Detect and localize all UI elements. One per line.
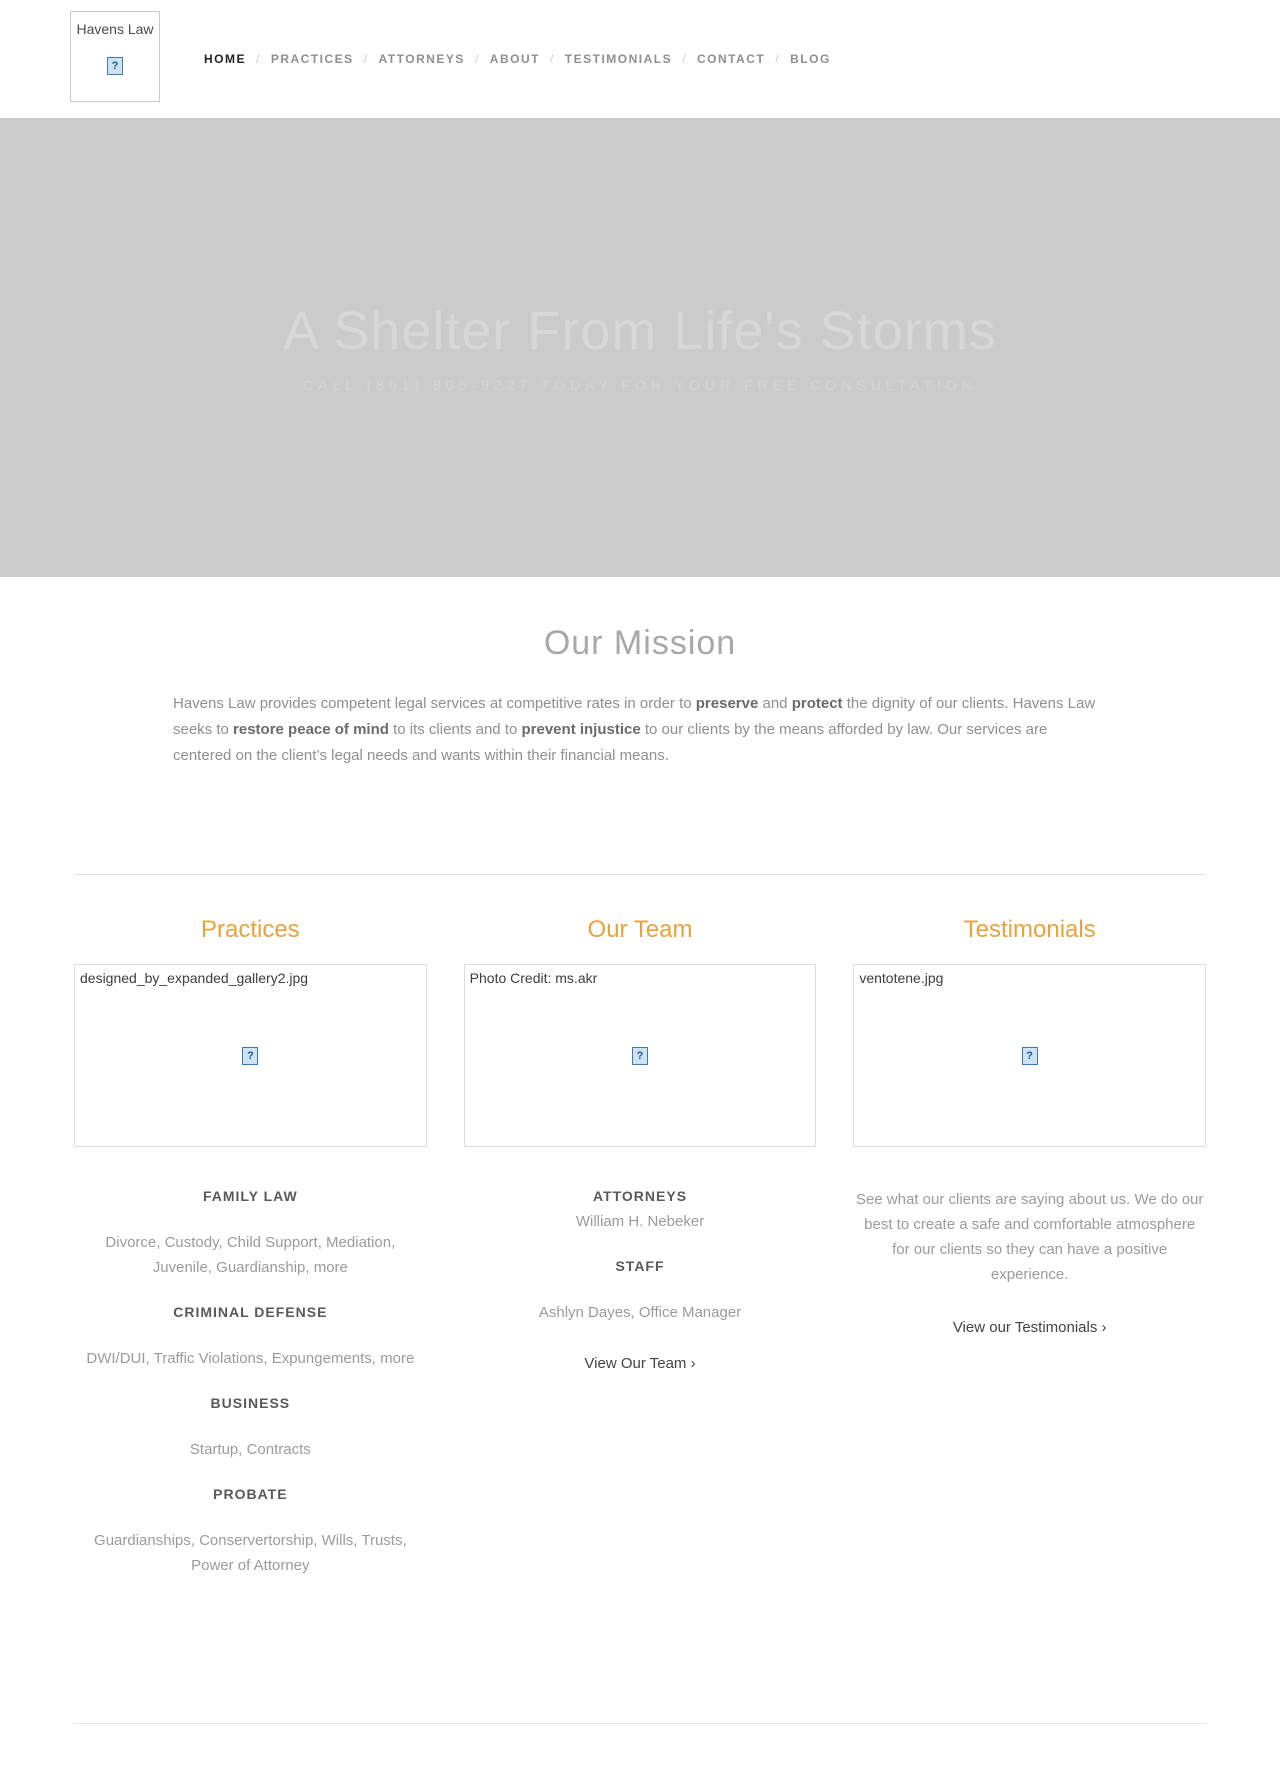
mission-paragraph: Havens Law provides competent legal services at competitive rates in order to preserve and protect the dignity of our clients. Havens Law seeks to restore peace of mind to its clients and to prevent injustice to our clients by the means afforded by law. Our services are centered on the client’s legal needs and wants within their financial means. [173, 695, 1096, 764]
practice-heading-family-law: FAMILY LAW [202, 1188, 298, 1204]
broken-image-icon: ? [1022, 1047, 1038, 1065]
team-attorney-name: William H. Nebeker [575, 1213, 705, 1230]
hero-subtitle: CALL (801) 805-9227 TODAY FOR YOUR FREE CONSULTATION [303, 377, 977, 394]
footer-spacer [0, 1724, 1280, 1791]
broken-image-icon: ? [107, 57, 123, 75]
broken-image-icon: ? [632, 1047, 648, 1065]
view-testimonials-link[interactable]: View our Testimonials › [952, 1319, 1107, 1336]
nav-testimonials[interactable]: TESTIMONIALS [564, 52, 673, 66]
nav-separator: / [363, 52, 369, 66]
nav-blog[interactable]: BLOG [790, 52, 831, 66]
nav-separator: / [682, 52, 687, 66]
practice-heading-probate: PROBATE [213, 1486, 288, 1502]
broken-image-icon: ? [242, 1047, 258, 1065]
practice-heading-criminal-defense: CRIMINAL DEFENSE [173, 1304, 328, 1320]
testimonials-image [853, 964, 1206, 1147]
logo-text: Havens Law [76, 21, 154, 37]
nav-about[interactable]: ABOUT [489, 52, 540, 66]
practice-desc-business: Startup, Contracts [189, 1441, 311, 1458]
team-column [464, 915, 817, 1601]
practice-desc-probate: Guardianships, Conservertorship, Wills, Trusts, Power of Attorney [94, 1532, 407, 1574]
image-alt-text: designed_by_expanded_gallery2.jpg [80, 970, 309, 986]
team-title: Our Team [587, 916, 693, 943]
nav-contact[interactable]: CONTACT [696, 52, 766, 66]
nav-attorneys[interactable]: ATTORNEYS [378, 52, 465, 66]
nav-practices[interactable]: PRACTICES [270, 52, 354, 66]
site-header [0, 0, 1280, 118]
nav-separator: / [474, 52, 480, 66]
practice-heading-business: BUSINESS [210, 1395, 291, 1411]
nav-home[interactable]: HOME [204, 52, 246, 66]
practice-desc-criminal-defense: DWI/DUI, Traffic Violations, Expungements, more [86, 1350, 415, 1367]
practice-desc-family-law: Divorce, Custody, Child Support, Mediation, Juvenile, Guardianship, more [105, 1234, 396, 1276]
image-alt-text: ventotene.jpg [859, 970, 944, 986]
main-nav [204, 0, 831, 118]
hero-banner [0, 118, 1280, 577]
team-image [464, 964, 817, 1147]
nav-separator: / [549, 52, 555, 66]
nav-separator: / [256, 52, 261, 66]
mission-title: Our Mission [543, 624, 737, 662]
nav-separator: / [775, 52, 781, 66]
team-heading-staff: STAFF [615, 1258, 665, 1274]
testimonials-column [853, 915, 1206, 1601]
logo[interactable] [70, 11, 160, 102]
mission-section [0, 577, 1280, 874]
testimonials-paragraph: See what our clients are saying about us. We do our best to create a safe and comfortable atmosphere for our clients so they can have a positive experience. [855, 1191, 1204, 1283]
image-alt-text: Photo Credit: ms.akr [469, 970, 598, 986]
practices-column [74, 915, 427, 1601]
practices-title: Practices [200, 916, 300, 943]
team-staff-name: Ashlyn Dayes, Office Manager [538, 1304, 742, 1321]
practices-image [74, 964, 427, 1147]
columns-section [0, 874, 1280, 1723]
testimonials-title: Testimonials [963, 916, 1096, 943]
team-heading-attorneys: ATTORNEYS [592, 1188, 688, 1204]
hero-title: A Shelter From Life's Storms [283, 300, 997, 361]
view-our-team-link[interactable]: View Our Team › [584, 1355, 696, 1372]
